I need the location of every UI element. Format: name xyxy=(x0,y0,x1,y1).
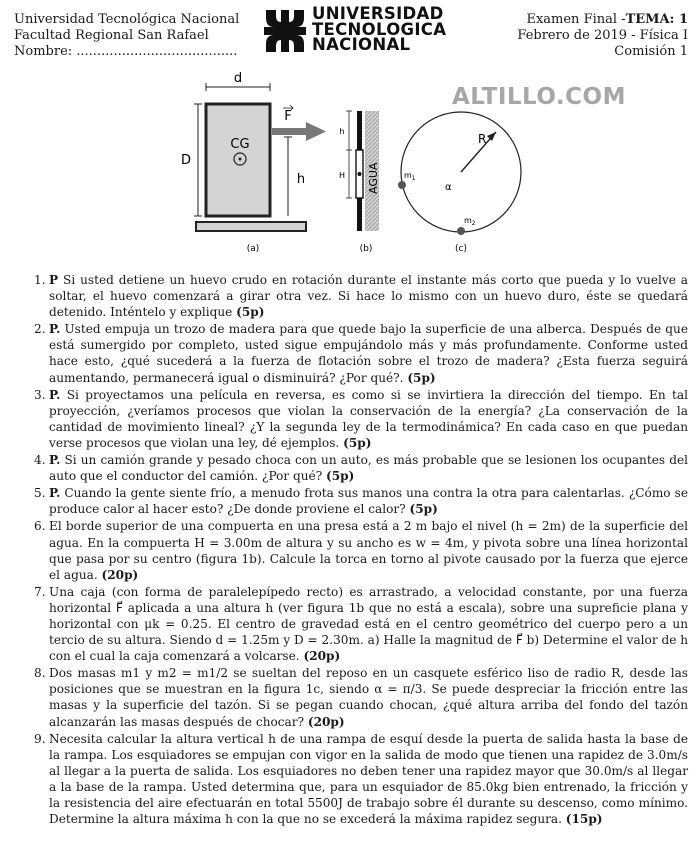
question-points: (20p) xyxy=(101,567,139,582)
exam-commission: Comisión 1 xyxy=(614,44,688,59)
question-number: 7. xyxy=(34,584,46,599)
question-number: 1. xyxy=(34,273,46,287)
mass-m1 xyxy=(398,181,406,189)
question-text: Cuando la gente siente frío, a menudo frota sus manos una contra la otra para calentarlas. ¿Cómo se produce calor al hacer esto? ¿De donde proviene el calor? xyxy=(49,486,688,517)
caption-a: (a) xyxy=(246,244,260,254)
question-number: 2. xyxy=(34,322,46,337)
question-text: Usted empuja un trozo de madera para que quede bajo la superficie de una alberca. Después de que está sumergido por completo, usted sigue empujándolo más y más profundamente. Conforme usted hace esto, ¿qué sucederá a la fuerza de flotación sobre el trozo de madera? ¿Esta fuerza seguirá aumentando, permanecerá igual o disminuirá? ¿Por qué?. xyxy=(49,322,688,385)
question-item xyxy=(14,387,688,451)
watermark: ALTILLO.COM xyxy=(452,84,626,110)
question-number: 4. xyxy=(34,453,46,468)
question-item xyxy=(14,485,688,517)
figure-a-box-diagram xyxy=(181,71,326,254)
logo-line-1: UNIVERSIDAD xyxy=(312,4,444,23)
label-R: R xyxy=(478,132,487,146)
exam-tema: TEMA: 1 xyxy=(625,12,688,27)
radius-arrow-icon xyxy=(487,132,496,141)
label-H: H xyxy=(338,171,346,180)
header-institution xyxy=(14,12,239,60)
floor-surface xyxy=(196,222,306,231)
question-points: (5p) xyxy=(326,469,355,484)
question-tag: P. xyxy=(49,387,61,402)
figure-1 xyxy=(0,70,700,260)
faculty-name: Facultad Regional San Rafael xyxy=(14,28,209,43)
pivot-icon xyxy=(358,172,362,176)
exam-prefix: Examen Final - xyxy=(526,12,626,27)
question-text: Necesita calcular la altura vertical h de una rampa de esquí desde la puerta de salida hasta la base de la rampa. Los esquiadores se empujan con vigor en la salida de modo que tienen una rapidez de 3.0m/s al llegar a la puerta de salida. Los esquiadores no deben tener una rapidez mayor que 30.0m/s al llegar a la base de la rampa. Usted determina que, para un esquiador de 85.0kg bien entrenado, la fricción y la resistencia del aire efectuarán en total 5500J de trabajo sobre él durante su descenso, como mínimo. Determine la altura máxima h con la que no se excederá la máxima rapidez segura. xyxy=(49,731,688,827)
exam-title xyxy=(517,12,688,28)
logo-wordmark xyxy=(312,6,446,53)
caption-b: (b) xyxy=(359,244,373,254)
logo-line-2: TECNOLOGICA xyxy=(312,19,447,39)
label-F: F xyxy=(284,109,292,124)
question-item xyxy=(14,321,688,385)
question-number: 6. xyxy=(34,519,46,534)
question-item xyxy=(14,731,688,828)
question-points: (20p) xyxy=(307,714,345,729)
question-points: (5p) xyxy=(409,502,438,517)
exam-date-subject: Febrero de 2019 - Física I xyxy=(517,28,688,43)
question-text: Si proyectamos una película en reversa, es como si se invirtiera la dirección del tiempo. En tal proyección, ¿veríamos procesos que violan la conservación de la energía? ¿La conservación de la cantidad de movimiento lineal? ¿Y la segunda ley de la termodinámica? En cada caso en que puedan verse procesos que violan una ley, dé ejemplos. xyxy=(49,387,688,450)
question-number: 9. xyxy=(34,731,46,746)
label-h-a: h xyxy=(296,172,306,187)
question-tag: P xyxy=(49,273,59,287)
question-tag: P. xyxy=(49,453,61,468)
label-d: d xyxy=(233,71,243,86)
label-agua: AGUA xyxy=(367,162,380,194)
question-tag: P. xyxy=(49,322,61,337)
question-points: (5p) xyxy=(236,305,265,320)
question-tag: P. xyxy=(49,486,61,501)
force-arrow-icon xyxy=(306,122,326,141)
question-points: (5p) xyxy=(343,435,372,450)
question-points: (15p) xyxy=(565,812,603,827)
question-item xyxy=(14,584,688,664)
question-number: 8. xyxy=(34,666,46,681)
question-item xyxy=(14,518,688,582)
box-body xyxy=(206,104,270,216)
utn-logo-icon xyxy=(262,8,308,54)
caption-c: (c) xyxy=(455,244,467,254)
label-h-b: h xyxy=(339,127,345,136)
question-number: 3. xyxy=(34,387,46,402)
question-points: (20p) xyxy=(303,649,341,664)
question-number: 5. xyxy=(34,486,46,501)
question-text: Si usted detiene un huevo crudo en rotación durante el instante más corto que pueda y lo vuelve a soltar, el huevo comenzará a girar otra vez. Si hace lo mismo con un huevo duro, éste se quedará detenido. Inténtelo y explique xyxy=(49,273,688,320)
force-arrow-shaft xyxy=(272,128,306,135)
question-text: Dos masas m1 y m2 = m1/2 se sueltan del reposo en un casquete esférico liso de radio R, desde las posiciones que se muestran en la figura 1c, siendo α = π/3. Se puede despreciar la fricción entre las masas y la superficie del tazón. Si se pegan cuando chocan, ¿qué altura arriba del fondo del tazón alcanzarán las masas después de chocar? xyxy=(49,666,688,729)
label-D: D xyxy=(180,153,192,168)
utn-logo xyxy=(262,6,462,56)
mass-m2 xyxy=(457,227,465,235)
label-m1: $m_1$ xyxy=(404,171,416,182)
logo-line-3: NACIONAL xyxy=(312,35,411,54)
question-points: (5p) xyxy=(407,370,436,385)
label-alpha: α xyxy=(445,182,452,193)
label-cg: CG xyxy=(230,137,250,152)
header-exam-info xyxy=(517,12,688,60)
question-text: El borde superior de una compuerta en una presa está a 2 m bajo el nivel (h = 2m) de la superficie del agua. En la compuerta H = 3.00m de altura y su ancho es w = 4m, y pivota sobre una línea horizontal que pasa por su centro (figura 1b). Calcule la torca en torno al pivote causado por la fuerza que ejerce el agua. xyxy=(49,519,688,582)
question-item xyxy=(14,452,688,484)
figure-b-gate-diagram xyxy=(339,111,380,254)
university-name: Universidad Tecnológica Nacional xyxy=(14,12,240,27)
question-item xyxy=(14,665,688,729)
question-item xyxy=(14,272,688,320)
question-text: Una caja (con forma de paralelepípedo recto) es arrastrado, a velocidad constante, por una fuerza horizontal F⃗ aplicada a una altura h (ver figura 1b que no está a escala), sobre una supreficie plana y horizontal con μk = 0.25. El centro de gravedad está en el centro geométrico del cuerpo pero a un tercio de su altura. Siendo d = 1.25m y D = 2.30m. a) Halle la magnitud de F⃗ b) Determine el valor de h con el cual la caja comenzará a volcarse. xyxy=(49,584,688,664)
question-text: Si un camión grande y pesado choca con un auto, es más probable que se lesionen los ocupantes del auto que el conductor del camión. ¿Por qué? xyxy=(49,453,688,484)
figure-c-bowl-diagram xyxy=(398,112,521,254)
student-name-field: Nombre: ....................................... xyxy=(14,44,238,59)
label-m2: $m_2$ xyxy=(464,216,476,227)
question-list xyxy=(14,272,688,828)
